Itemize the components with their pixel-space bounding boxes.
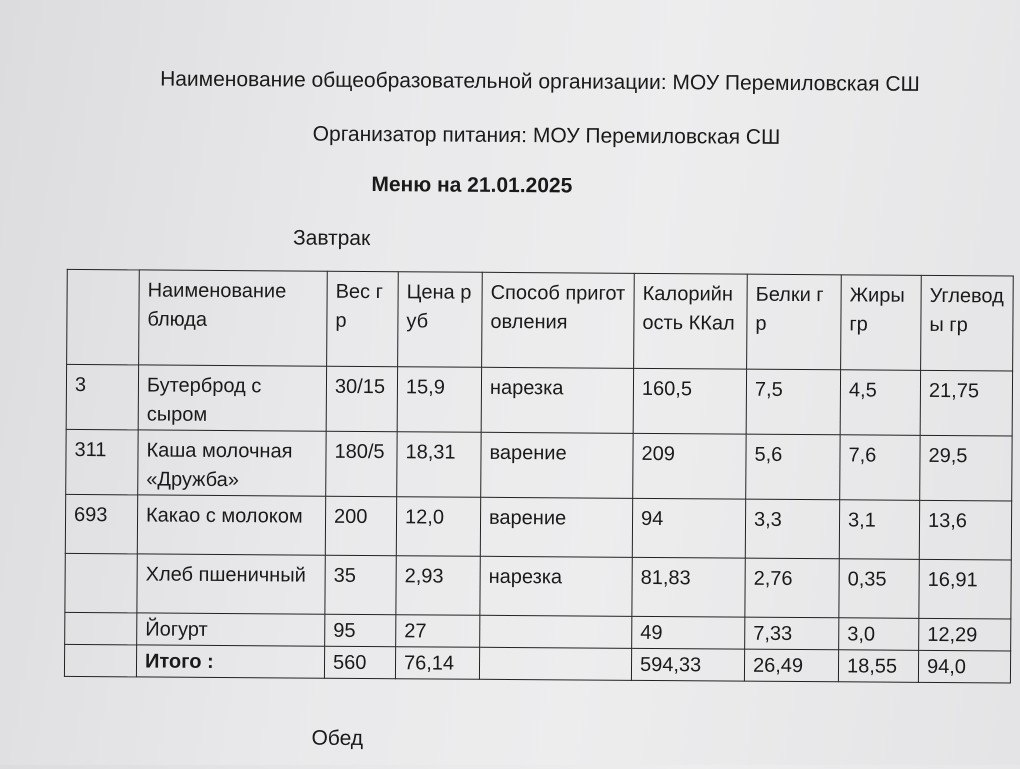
cell-weight: 200: [325, 496, 396, 555]
cell-cooking-method: [479, 647, 631, 680]
total-fat: 18,55: [838, 650, 918, 683]
cell-price: 2,93: [396, 556, 480, 616]
table-row: [65, 494, 1011, 560]
cell-price: 27: [396, 615, 480, 648]
column-header-weight: Вес гр: [327, 271, 399, 366]
organization-title: Наименование общеобразовательной организации: МОУ Перемиловская СШ: [160, 67, 920, 96]
table-row: [65, 553, 1011, 619]
cell-cooking-method: нарезка: [480, 556, 632, 616]
total-carbs: 94,0: [918, 650, 1010, 683]
cell-dish-name: Каша молочная «Дружба»: [138, 430, 326, 496]
cell-weight: 95: [325, 614, 396, 646]
cell-fat: 0,35: [839, 559, 919, 619]
cell-dish-name: Бутерброд с сыром: [138, 365, 326, 431]
cell-fat: 3,0: [839, 618, 919, 651]
cell-carbs: 29,5: [920, 435, 1012, 501]
cell-calories: 81,83: [632, 557, 745, 617]
cell-fat: 7,6: [840, 435, 920, 501]
cell-calories: 94: [632, 498, 745, 558]
cell-calories: 49: [632, 616, 745, 649]
column-header-fat: Жиры гр: [841, 275, 922, 371]
cell-number: [64, 644, 136, 677]
cell-carbs: 12,29: [919, 618, 1011, 651]
total-protein: 26,49: [744, 649, 838, 682]
cell-number: [65, 553, 137, 613]
column-header-dish-name: Наименование блюда: [139, 270, 328, 366]
cell-cooking-method: нарезка: [481, 367, 633, 433]
total-row: [64, 644, 1010, 683]
cell-dish-name: Хлеб пшеничный: [137, 554, 325, 614]
cell-carbs: 16,91: [919, 559, 1011, 619]
cell-protein: 5,6: [746, 434, 840, 500]
lunch-heading: Обед: [311, 726, 364, 750]
cell-protein: 7,5: [746, 369, 840, 435]
cell-fat: 4,5: [840, 370, 920, 436]
table-row: [66, 429, 1012, 501]
total-price: 76,14: [395, 647, 479, 680]
column-header-number: [67, 269, 140, 365]
cell-fat: 3,1: [839, 500, 919, 560]
cell-dish-name: Какао с молоком: [137, 495, 325, 555]
cell-cooking-method: варение: [481, 432, 633, 498]
cell-cooking-method: [480, 615, 632, 648]
cell-number: [65, 612, 137, 645]
cell-number: 3: [66, 364, 138, 430]
cell-price: 12,0: [396, 497, 480, 557]
cell-cooking-method: варение: [480, 497, 632, 557]
menu-table: [64, 269, 1014, 684]
cell-carbs: 21,75: [920, 370, 1012, 436]
column-header-cooking-method: Способ приготовления: [482, 272, 635, 368]
cell-protein: 7,33: [745, 617, 839, 650]
cell-price: 18,31: [397, 432, 481, 498]
column-header-calories: Калорийность ККал: [634, 273, 748, 369]
food-organizer: Организатор питания: МОУ Перемиловская СШ: [312, 122, 781, 149]
column-header-protein: Белки гр: [747, 274, 842, 370]
breakfast-heading: Завтрак: [292, 226, 371, 251]
cell-number: 311: [66, 429, 138, 495]
cell-carbs: 13,6: [919, 500, 1011, 560]
cell-protein: 3,3: [745, 499, 839, 559]
column-header-carbs: Углеводы гр: [921, 275, 1014, 371]
cell-weight: 30/15: [326, 366, 397, 431]
total-label: Итого :: [136, 645, 324, 678]
total-weight: 560: [324, 646, 395, 678]
total-calories: 594,33: [631, 648, 744, 681]
cell-dish-name: Йогурт: [137, 613, 325, 646]
cell-protein: 2,76: [745, 558, 839, 618]
cell-price: 15,9: [397, 367, 481, 433]
table-row: [66, 364, 1012, 436]
menu-date-heading: Меню на 21.01.2025: [371, 173, 573, 198]
cell-weight: 35: [325, 555, 396, 614]
cell-calories: 160,5: [633, 368, 746, 434]
cell-calories: 209: [633, 433, 746, 499]
column-header-price: Цена руб: [398, 272, 483, 368]
table-header-row: [67, 269, 1014, 371]
cell-number: 693: [65, 494, 137, 554]
cell-weight: 180/5: [326, 431, 397, 496]
